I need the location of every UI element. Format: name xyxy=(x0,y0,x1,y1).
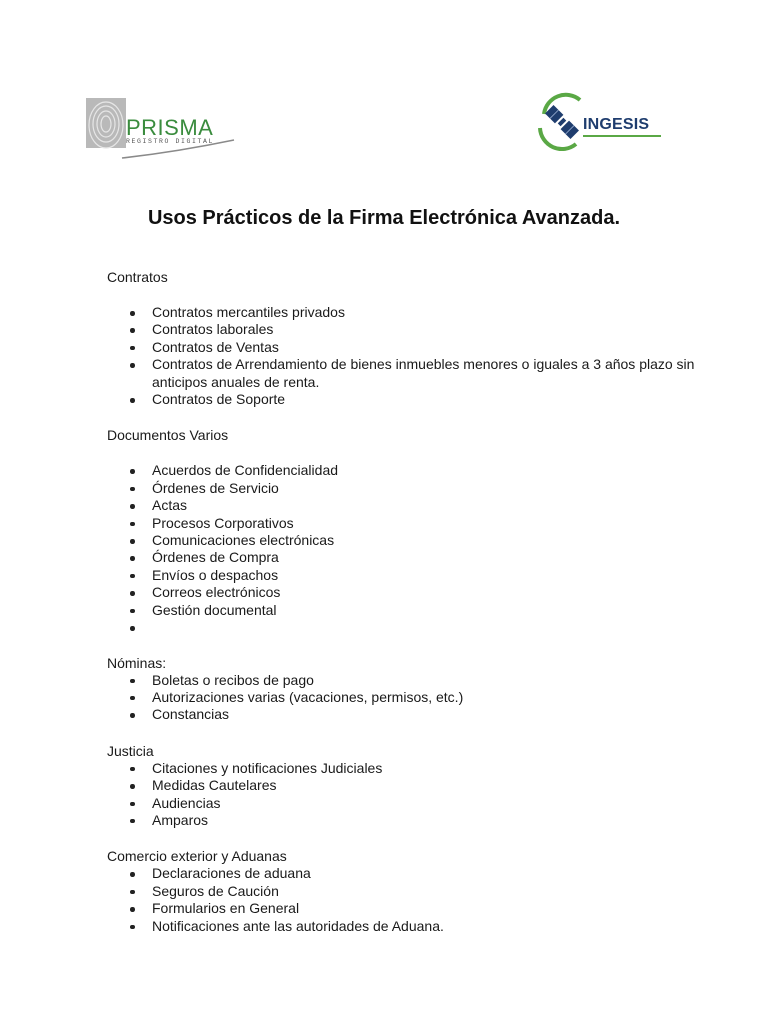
list-item: Gestión documental xyxy=(152,602,707,619)
section-title-justicia: Justicia xyxy=(107,742,154,759)
list-item: Amparos xyxy=(152,812,707,829)
list-item: Autorizaciones varias (vacaciones, permisos, etc.) xyxy=(152,689,707,706)
list-documentos-varios xyxy=(107,462,707,636)
list-item: Audiencias xyxy=(152,795,707,812)
section-title-nominas: Nóminas: xyxy=(107,654,167,671)
list-item: Seguros de Caución xyxy=(152,883,707,900)
prisma-logo xyxy=(86,96,238,162)
list-item: Contratos de Arrendamiento de bienes inmuebles menores o iguales a 3 años plazo sin anticipos anuales de renta. xyxy=(152,356,707,391)
prisma-wordmark: PRISMA xyxy=(126,115,214,140)
list-item: Correos electrónicos xyxy=(152,584,707,601)
list-item-empty xyxy=(152,619,707,636)
list-item: Envíos o despachos xyxy=(152,567,707,584)
document-title: Usos Prácticos de la Firma Electrónica Avanzada. xyxy=(147,207,621,229)
list-item: Notificaciones ante las autoridades de Aduana. xyxy=(152,918,707,935)
ingesis-logo xyxy=(536,92,664,156)
list-item: Declaraciones de aduana xyxy=(152,865,707,882)
list-justicia xyxy=(107,760,707,830)
document-body xyxy=(107,268,707,935)
list-item: Comunicaciones electrónicas xyxy=(152,532,707,549)
list-item: Boletas o recibos de pago xyxy=(152,672,707,689)
list-item: Formularios en General xyxy=(152,900,707,917)
list-item: Contratos de Soporte xyxy=(152,391,707,408)
list-item: Contratos de Ventas xyxy=(152,339,707,356)
list-nominas xyxy=(107,672,707,724)
list-item: Procesos Corporativos xyxy=(152,515,707,532)
list-item: Contratos laborales xyxy=(152,321,707,338)
list-item: Medidas Cautelares xyxy=(152,777,707,794)
ingesis-wordmark: INGESIS xyxy=(583,116,650,133)
list-item: Órdenes de Compra xyxy=(152,549,707,566)
list-item: Constancias xyxy=(152,706,707,723)
section-title-contratos: Contratos xyxy=(107,269,168,285)
prisma-tagline: REGISTRO DIGITAL xyxy=(126,138,215,145)
list-item: Acuerdos de Confidencialidad xyxy=(152,462,707,479)
section-title-comercio-exterior: Comercio exterior y Aduanas xyxy=(107,848,287,865)
section-title-documentos-varios: Documentos Varios xyxy=(107,427,229,444)
list-comercio-exterior xyxy=(107,865,707,935)
ingesis-underline xyxy=(583,135,661,137)
list-item: Actas xyxy=(152,497,707,514)
list-contratos xyxy=(107,304,707,408)
list-item: Órdenes de Servicio xyxy=(152,480,707,497)
list-item: Contratos mercantiles privados xyxy=(152,304,707,321)
list-item: Citaciones y notificaciones Judiciales xyxy=(152,760,707,777)
